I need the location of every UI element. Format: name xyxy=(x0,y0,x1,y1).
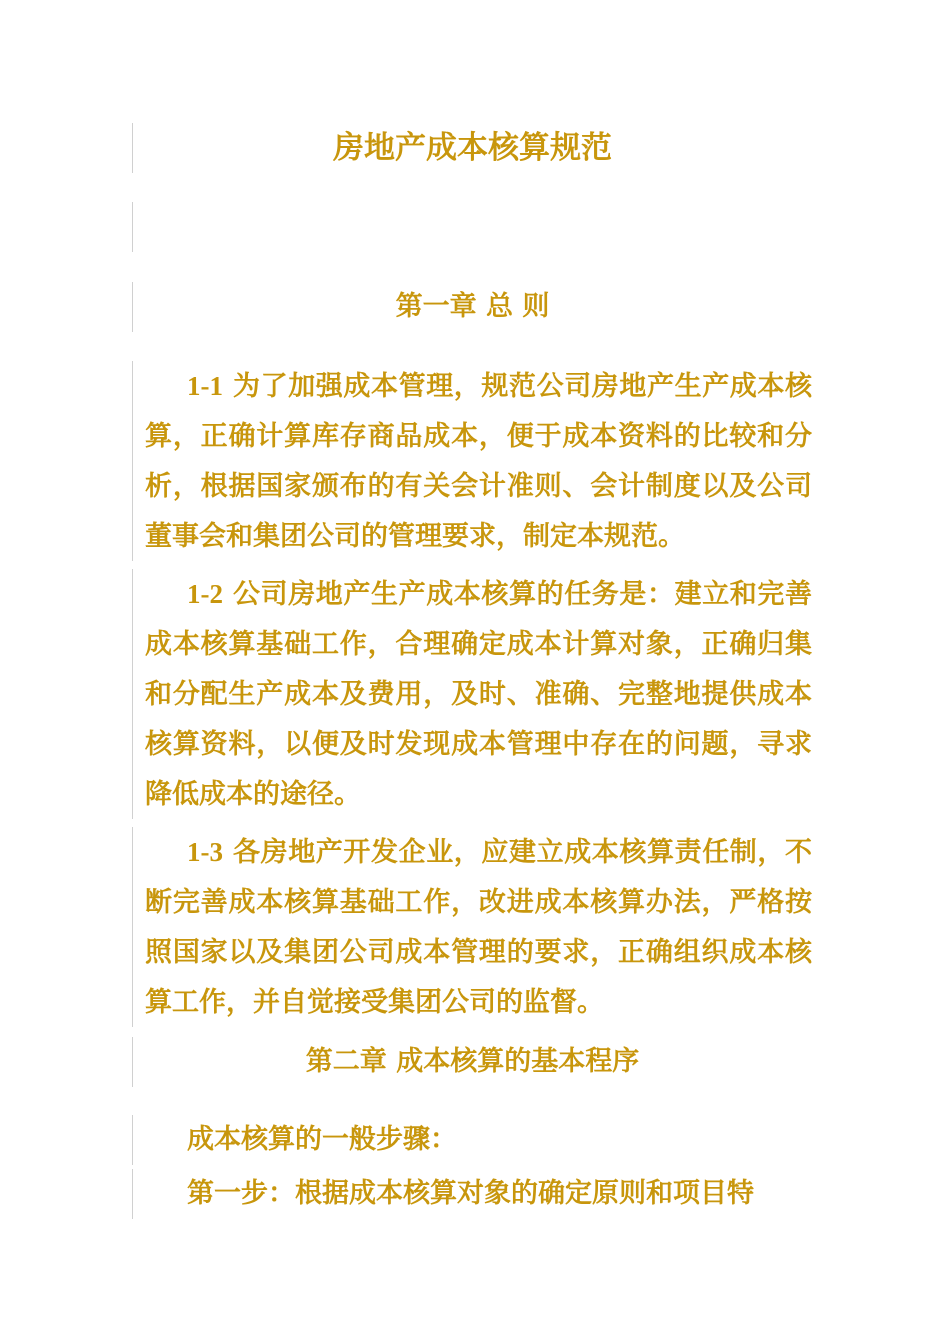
chapter-2-heading-text: 第二章 成本核算的基本程序 xyxy=(305,1046,640,1077)
step-1-text: 第一步：根据成本核算对象的确定原则和项目特 xyxy=(187,1178,754,1209)
chapter-1-heading xyxy=(132,282,812,332)
paragraph-text: 为了加强成本管理，规范公司房地产生产成本核算，正确计算库存商品成本，便于成本资料的比较和分析，根据国家颁布的有关会计准则、会计制度以及公司董事会和集团公司的管理要求，制定本规范。 xyxy=(145,371,812,552)
paragraph-number: 1-3 xyxy=(187,837,223,867)
step-1 xyxy=(132,1169,812,1219)
steps-intro xyxy=(132,1115,812,1165)
empty-line xyxy=(132,202,812,252)
paragraph-number: 1-1 xyxy=(187,371,223,401)
document-title-text: 房地产成本核算规范 xyxy=(333,130,612,166)
document-title xyxy=(132,123,812,173)
paragraph-1-1 xyxy=(132,361,812,561)
chapter-1-heading-text: 第一章 总 则 xyxy=(395,291,550,322)
steps-intro-text: 成本核算的一般步骤： xyxy=(187,1124,457,1155)
paragraph-1-2 xyxy=(132,569,812,819)
paragraph-number: 1-2 xyxy=(187,579,223,609)
paragraph-text: 公司房地产生产成本核算的任务是：建立和完善成本核算基础工作，合理确定成本计算对象，正确归集和分配生产成本及费用，及时、准确、完整地提供成本核算资料，以便及时发现成本管理中存在的问题，寻求降低成本的途径。 xyxy=(145,579,812,810)
paragraph-1-3 xyxy=(132,827,812,1027)
chapter-2-heading xyxy=(132,1037,812,1087)
paragraph-text: 各房地产开发企业，应建立成本核算责任制，不断完善成本核算基础工作，改进成本核算办法，严格按照国家以及集团公司成本管理的要求，正确组织成本核算工作，并自觉接受集团公司的监督。 xyxy=(145,837,812,1018)
